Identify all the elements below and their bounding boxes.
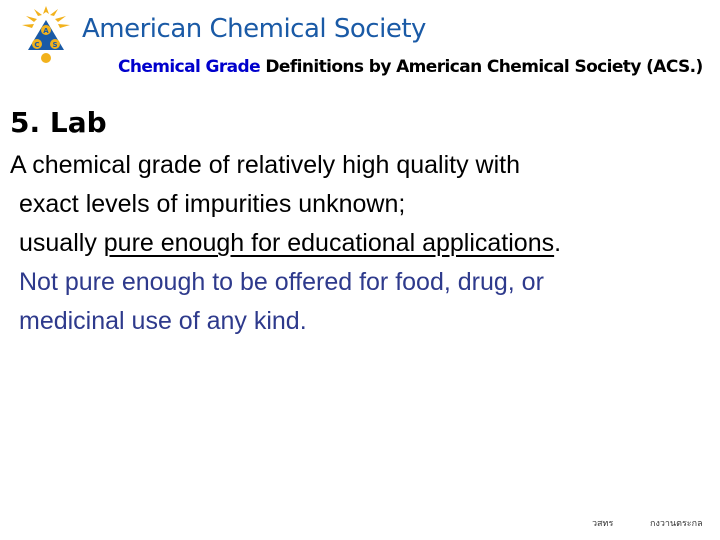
body-line-2: exact levels of impurities unknown; <box>19 190 406 218</box>
logo-letter-a: A <box>43 27 49 35</box>
footer-right-text: กงวานตระกล <box>650 519 703 529</box>
footer-left-text: วสทร <box>592 519 614 529</box>
subtitle-rest: Definitions by American Chemical Society (ACS.) <box>260 57 703 77</box>
slide-subtitle <box>118 57 703 77</box>
logo-letter-s: S <box>52 41 58 49</box>
body-line-5: medicinal use of any kind. <box>19 307 307 335</box>
logo-letter-c: C <box>34 41 40 49</box>
body-line-3 <box>10 224 561 263</box>
body-line-4: Not pure enough to be offered for food, drug, or <box>19 268 544 296</box>
section-heading: 5. Lab <box>10 106 107 139</box>
body-line-1: A chemical grade of relatively high quality with <box>10 151 520 179</box>
body-line-3-pre: usually <box>19 229 104 257</box>
subtitle-accent: Chemical Grade <box>118 57 261 77</box>
org-name: American Chemical Society <box>82 14 426 44</box>
acs-logo-icon <box>20 6 72 68</box>
body-line-3-post: . <box>554 229 562 257</box>
body-line-3-emphasis: pure enough for educational applications <box>103 229 555 257</box>
definition-body <box>10 146 561 341</box>
